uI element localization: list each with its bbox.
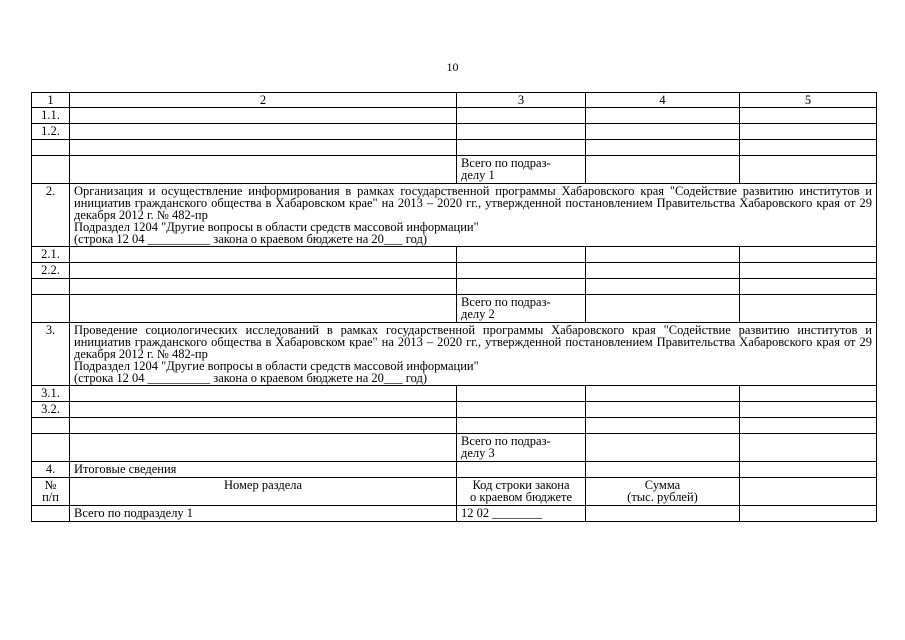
row-number: 2.2. (32, 263, 70, 279)
table-cell (457, 247, 586, 263)
table-cell (586, 263, 740, 279)
table-cell (740, 156, 877, 184)
table-cell (457, 263, 586, 279)
table-cell (586, 108, 740, 124)
summary-row-code: 12 02 ________ (457, 506, 586, 522)
table-cell (740, 478, 877, 506)
table-cell (586, 247, 740, 263)
table-cell (70, 108, 457, 124)
line-reference: (строка 12 04 __________ закона о краевом бюджете на 20___ год) (74, 371, 427, 385)
table-cell (740, 386, 877, 402)
table-cell (740, 506, 877, 522)
summary-header-row (32, 478, 877, 506)
page-number: 10 (446, 60, 459, 74)
table-cell (32, 506, 70, 522)
table-cell (586, 402, 740, 418)
subsection-title: Подраздел 1204 "Другие вопросы в области средств массовой информации" (74, 359, 479, 373)
table-cell (586, 506, 740, 522)
table-cell (740, 434, 877, 462)
total-label: Всего по подраз- делу 2 (457, 295, 586, 323)
row-number: 1.2. (32, 124, 70, 140)
total-row (32, 434, 877, 462)
budget-form-table (31, 92, 877, 522)
table-cell (70, 140, 457, 156)
table-cell (586, 462, 740, 478)
summary-row (32, 506, 877, 522)
row-number: 1.1. (32, 108, 70, 124)
table-cell (740, 108, 877, 124)
section-number: 4. (32, 462, 70, 478)
table-cell (70, 402, 457, 418)
table-row (32, 402, 877, 418)
header-cell-1: 1 (32, 93, 70, 108)
table-row (32, 247, 877, 263)
header-cell-2: 2 (70, 93, 457, 108)
summary-title: Итоговые сведения (70, 462, 457, 478)
header-cell-3: 3 (457, 93, 586, 108)
table-cell (457, 279, 586, 295)
table-cell (586, 279, 740, 295)
summary-row-label: Всего по подразделу 1 (70, 506, 457, 522)
header-cell-4: 4 (586, 93, 740, 108)
table-cell (70, 247, 457, 263)
table-cell (70, 295, 457, 323)
table-row (32, 108, 877, 124)
section-number: 2. (32, 184, 70, 247)
total-label: Всего по подраз- делу 3 (457, 434, 586, 462)
table-cell (70, 279, 457, 295)
table-row (32, 263, 877, 279)
table-cell (740, 418, 877, 434)
table-cell (70, 386, 457, 402)
table-cell (457, 124, 586, 140)
table-cell (740, 279, 877, 295)
table-cell (70, 124, 457, 140)
total-label: Всего по подраз- делу 1 (457, 156, 586, 184)
total-row (32, 156, 877, 184)
table-cell (740, 462, 877, 478)
table-cell (70, 418, 457, 434)
row-number (32, 140, 70, 156)
table-cell (32, 295, 70, 323)
table-cell (740, 402, 877, 418)
table-cell (457, 402, 586, 418)
table-cell (740, 247, 877, 263)
table-cell (586, 386, 740, 402)
table-cell (457, 108, 586, 124)
column-header-section: Номер раздела (70, 478, 457, 506)
table-cell (586, 140, 740, 156)
table-cell (586, 418, 740, 434)
section-description (70, 184, 877, 247)
row-number: 3.1. (32, 386, 70, 402)
subsection-title: Подраздел 1204 "Другие вопросы в области средств массовой информации" (74, 220, 479, 234)
table-cell (32, 156, 70, 184)
column-header-number: № п/п (32, 478, 70, 506)
summary-title-row (32, 462, 877, 478)
row-number (32, 279, 70, 295)
section-title: Проведение социологических исследований в рамках государственной программы Хабаровского края "Содействие развитию институтов и инициатив гражданского общества в Хабаровском крае" на 2013 – 2020 гг., утвержденной постановлением Правительства Хабаровского края от 29 декабря 2012 г. № 482-пр (74, 323, 872, 361)
row-number: 3.2. (32, 402, 70, 418)
column-header-sum: Сумма (тыс. рублей) (586, 478, 740, 506)
header-row (32, 93, 877, 108)
table-cell (740, 263, 877, 279)
table-row (32, 418, 877, 434)
line-reference: (строка 12 04 __________ закона о краевом бюджете на 20___ год) (74, 232, 427, 246)
table-row (32, 124, 877, 140)
table-row (32, 140, 877, 156)
table-cell (586, 156, 740, 184)
table-cell (457, 462, 586, 478)
table-cell (457, 418, 586, 434)
table-row (32, 386, 877, 402)
table-cell (586, 295, 740, 323)
table-cell (740, 124, 877, 140)
table-cell (740, 295, 877, 323)
total-row (32, 295, 877, 323)
table-cell (740, 140, 877, 156)
table-cell (586, 124, 740, 140)
section-title: Организация и осуществление информирования в рамках государственной программы Хабаровского края "Содействие развитию институтов и инициатив гражданского общества в Хабаровском крае" на 2013 – 2020 гг., утвержденной постановлением Правительства Хабаровского края от 29 декабря 2012 г. № 482-пр (74, 184, 872, 222)
table-cell (70, 156, 457, 184)
table-cell (70, 263, 457, 279)
section-title-row (32, 323, 877, 386)
table-cell (70, 434, 457, 462)
row-number (32, 418, 70, 434)
section-title-row (32, 184, 877, 247)
table-cell (586, 434, 740, 462)
section-description (70, 323, 877, 386)
header-cell-5: 5 (740, 93, 877, 108)
section-number: 3. (32, 323, 70, 386)
table-cell (32, 434, 70, 462)
row-number: 2.1. (32, 247, 70, 263)
table-cell (457, 386, 586, 402)
column-header-code: Код строки закона о краевом бюджете (457, 478, 586, 506)
table-cell (457, 140, 586, 156)
table-row (32, 279, 877, 295)
